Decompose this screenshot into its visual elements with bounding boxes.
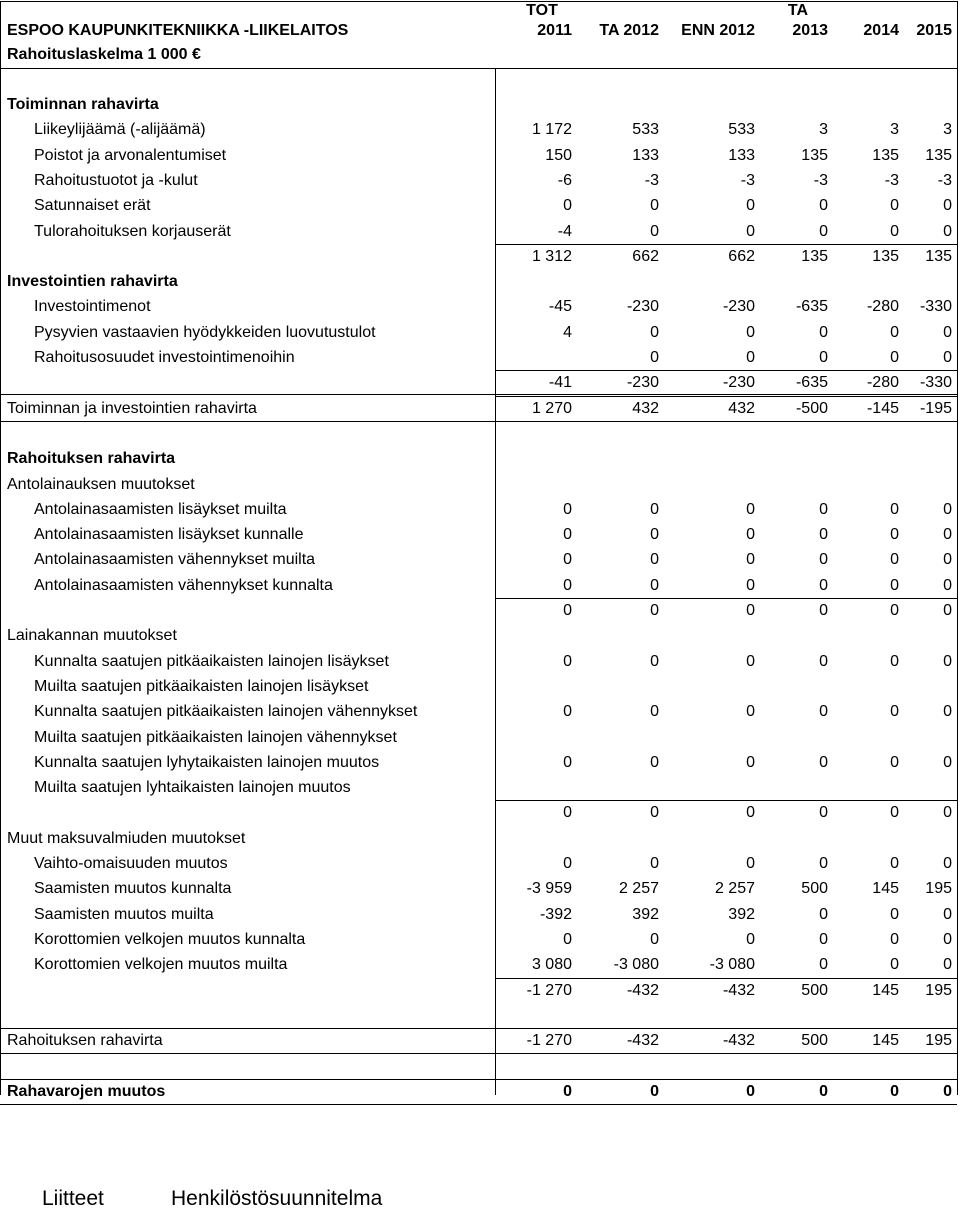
cell-value: -280: [866, 374, 899, 392]
cell-value: 0: [819, 855, 828, 872]
cell-value: -280: [866, 298, 899, 316]
table-row: [0, 143, 960, 168]
column-header: 2011: [537, 22, 572, 39]
row-label: Toiminnan ja investointien rahavirta: [7, 399, 257, 417]
row-label: Korottomien velkojen muutos muilta: [34, 956, 288, 974]
cell-value: 0: [746, 1082, 755, 1100]
rule: [0, 1, 1, 1095]
rule: [0, 1028, 957, 1029]
cell-value: 0: [563, 652, 572, 670]
table-row: [0, 294, 960, 319]
cell-value: 662: [728, 247, 755, 265]
cell-value: 3 080: [531, 956, 572, 974]
table-row: [0, 269, 960, 294]
cell-value: -3 080: [613, 956, 659, 974]
table-row: [0, 1003, 960, 1028]
row-label: Antolainasaamisten vähennykset kunnalta: [34, 576, 333, 594]
row-label: Korottomien velkojen muutos kunnalta: [34, 930, 306, 948]
cell-value: 0: [943, 930, 952, 948]
row-label: Poistot ja arvonalentumiset: [34, 146, 227, 164]
row-label: Lainakannan muutokset: [7, 627, 177, 645]
cell-value: 0: [890, 652, 899, 670]
cell-value: 0: [746, 703, 755, 721]
cell-value: -230: [722, 298, 755, 316]
cell-value: 0: [563, 576, 572, 594]
cell-value: 0: [819, 602, 828, 619]
cell-value: 0: [563, 930, 572, 948]
row-label: Investointimenot: [34, 298, 151, 316]
rule: [495, 68, 496, 1095]
rule: [957, 1, 958, 1095]
cell-value: 0: [746, 753, 755, 771]
cell-value: 135: [872, 146, 899, 164]
cell-value: 3: [943, 121, 952, 139]
cell-value: -4: [557, 222, 572, 240]
cell-value: 662: [632, 247, 659, 265]
cell-value: -330: [919, 374, 952, 392]
cell-value: 0: [890, 323, 899, 341]
column-header: 2014: [863, 22, 899, 39]
row-label: Muilta saatujen lyhtaikaisten lainojen muutos: [34, 779, 351, 797]
cell-value: -432: [722, 1032, 755, 1050]
cell-value: 0: [650, 703, 659, 721]
cell-value: -635: [795, 374, 828, 392]
row-label: Antolainasaamisten vähennykset muilta: [34, 551, 316, 569]
table-row: [0, 876, 960, 901]
cell-value: -1 270: [526, 1032, 572, 1050]
cell-value: 0: [819, 804, 828, 822]
cell-value: -6: [557, 171, 572, 189]
cell-value: 0: [890, 349, 899, 366]
cell-value: 1 270: [531, 399, 572, 417]
table-row: [0, 800, 960, 825]
table-row: [0, 1053, 960, 1078]
cell-value: 0: [943, 753, 952, 771]
cell-value: 533: [728, 121, 755, 139]
cell-value: 392: [632, 905, 659, 923]
cell-value: 0: [650, 222, 659, 240]
statement-subtitle: Rahoituslaskelma 1 000 €: [7, 46, 201, 63]
cell-value: -432: [626, 981, 659, 999]
row-label: Saamisten muutos muilta: [34, 905, 214, 923]
cell-value: 0: [943, 855, 952, 872]
row-label: Tulorahoituksen korjauserät: [34, 222, 231, 240]
rule: [495, 978, 957, 979]
table-row: [0, 952, 960, 977]
cell-value: 195: [925, 981, 952, 999]
cell-value: 0: [563, 703, 572, 721]
cell-value: 0: [819, 197, 828, 215]
cell-value: 0: [943, 551, 952, 569]
table-row: [0, 92, 960, 117]
table-row: [0, 117, 960, 142]
rule: [0, 394, 957, 395]
cell-value: -195: [919, 399, 952, 417]
column-header: ENN 2012: [681, 22, 755, 39]
cell-value: 0: [943, 1082, 952, 1100]
cell-value: 135: [801, 146, 828, 164]
rule: [0, 1, 958, 2]
cell-value: 0: [819, 753, 828, 771]
cell-value: 133: [728, 146, 755, 164]
cell-value: 145: [872, 981, 899, 999]
cell-value: -230: [722, 374, 755, 392]
cell-value: 0: [890, 804, 899, 822]
table-row: [0, 219, 960, 244]
table-row: [0, 902, 960, 927]
cell-value: 1 312: [531, 247, 572, 265]
cell-value: 0: [890, 500, 899, 518]
row-label: Rahoituksen rahavirta: [7, 450, 176, 468]
cell-value: 0: [943, 323, 952, 341]
row-label: Muilta saatujen pitkäaikaisten lainojen lisäykset: [34, 677, 369, 695]
column-header-line1: TA: [787, 2, 809, 19]
cell-value: 145: [872, 1032, 899, 1050]
table-row: [0, 497, 960, 522]
cell-value: 0: [746, 576, 755, 594]
cell-value: 0: [890, 576, 899, 594]
cell-value: -3 080: [709, 956, 755, 974]
cell-value: 0: [746, 602, 755, 619]
cell-value: 0: [650, 1082, 659, 1100]
table-row: [0, 851, 960, 876]
cell-value: -3: [937, 171, 952, 189]
table-row: [0, 396, 960, 421]
cell-value: -392: [539, 905, 572, 923]
table-row: [0, 978, 960, 1003]
table-row: [0, 674, 960, 699]
cell-value: 0: [943, 500, 952, 518]
cell-value: 0: [819, 956, 828, 974]
cell-value: 0: [819, 652, 828, 670]
table-row: [0, 927, 960, 952]
cell-value: 0: [890, 956, 899, 974]
column-header: 2013: [792, 22, 828, 39]
table-row: [0, 244, 960, 269]
cell-value: 145: [872, 880, 899, 898]
cell-value: 0: [890, 222, 899, 240]
table-row: [0, 699, 960, 724]
table-row: [0, 446, 960, 471]
row-label: Muilta saatujen pitkäaikaisten lainojen vähennykset: [34, 728, 397, 746]
rule: [0, 1104, 957, 1105]
cell-value: 500: [801, 981, 828, 999]
cell-value: -3: [740, 171, 755, 189]
cell-value: 0: [890, 1082, 899, 1100]
row-label: Rahavarojen muutos: [7, 1082, 166, 1100]
column-header: 2015: [916, 22, 952, 39]
rule: [495, 370, 957, 371]
rule: [0, 68, 958, 69]
cell-value: 3: [890, 121, 899, 139]
row-label: Antolainasaamisten lisäykset muilta: [34, 500, 287, 518]
table-row: [0, 750, 960, 775]
table-row: [0, 547, 960, 572]
cell-value: -432: [722, 981, 755, 999]
cell-value: 0: [943, 349, 952, 366]
sheet-tab-henkilostosuunnitelma[interactable]: Henkilöstösuunnitelma: [171, 1187, 383, 1210]
cell-value: 135: [872, 247, 899, 265]
cell-value: 0: [746, 222, 755, 240]
cell-value: 0: [943, 652, 952, 670]
cell-value: 0: [819, 703, 828, 721]
table-row: [0, 649, 960, 674]
cell-value: -41: [548, 374, 572, 392]
cell-value: 0: [890, 703, 899, 721]
cell-value: 0: [650, 753, 659, 771]
cell-value: 0: [650, 500, 659, 518]
cell-value: 533: [632, 121, 659, 139]
cell-value: -45: [548, 298, 572, 316]
cell-value: 195: [925, 880, 952, 898]
cell-value: 133: [632, 146, 659, 164]
cell-value: -230: [626, 298, 659, 316]
cell-value: 0: [563, 855, 572, 872]
cell-value: 0: [890, 930, 899, 948]
row-label: Investointien rahavirta: [7, 273, 178, 291]
table-row: [0, 775, 960, 800]
cell-value: 0: [563, 1082, 572, 1100]
cell-value: 0: [650, 602, 659, 619]
row-label: Rahoituksen rahavirta: [7, 1032, 163, 1050]
table-row: [0, 598, 960, 623]
cell-value: 0: [890, 551, 899, 569]
cell-value: 0: [819, 349, 828, 366]
cell-value: 392: [728, 905, 755, 923]
cell-value: 0: [943, 602, 952, 619]
table-row: [0, 522, 960, 547]
cell-value: 0: [650, 652, 659, 670]
table-row: [0, 320, 960, 345]
cell-value: 3: [819, 121, 828, 139]
table-row: [0, 472, 960, 497]
cell-value: 0: [650, 551, 659, 569]
row-label: Kunnalta saatujen pitkäaikaisten lainojen lisäykset: [34, 652, 389, 670]
rule: [495, 800, 957, 801]
table-row: [0, 193, 960, 218]
cell-value: 0: [819, 576, 828, 594]
cell-value: 0: [563, 197, 572, 215]
cell-value: -3 959: [526, 880, 572, 898]
cell-value: 0: [746, 930, 755, 948]
cell-value: 0: [650, 930, 659, 948]
table-row: [0, 573, 960, 598]
table-row: [0, 1028, 960, 1053]
cell-value: 0: [890, 905, 899, 923]
table-row: [0, 370, 960, 395]
cell-value: 0: [650, 349, 659, 366]
cell-value: 0: [943, 804, 952, 822]
cell-value: 0: [890, 602, 899, 619]
cell-value: 0: [943, 526, 952, 544]
cell-value: 0: [746, 551, 755, 569]
cell-value: 0: [746, 855, 755, 872]
rule: [495, 598, 957, 599]
cell-value: 0: [650, 323, 659, 341]
cell-value: 0: [819, 905, 828, 923]
cell-value: 2 257: [618, 880, 659, 898]
cell-value: 0: [890, 526, 899, 544]
cell-value: 432: [728, 399, 755, 417]
cell-value: 500: [801, 1032, 828, 1050]
cell-value: 0: [650, 526, 659, 544]
row-label: Rahoitustuotot ja -kulut: [34, 171, 198, 189]
cell-value: 0: [563, 753, 572, 771]
rule: [495, 396, 957, 397]
cell-value: 0: [746, 652, 755, 670]
cell-value: -1 270: [526, 981, 572, 999]
table-row: [0, 1079, 960, 1104]
row-label: Kunnalta saatujen lyhytaikaisten lainojen muutos: [34, 753, 380, 771]
rule: [495, 244, 957, 245]
cell-value: 150: [545, 146, 572, 164]
cell-value: -230: [626, 374, 659, 392]
row-label: Rahoitusosuudet investointimenoihin: [34, 349, 295, 366]
cell-value: 0: [650, 855, 659, 872]
cell-value: 0: [943, 576, 952, 594]
cell-value: 1 172: [531, 121, 572, 139]
cell-value: -3: [884, 171, 899, 189]
cell-value: -3: [813, 171, 828, 189]
cell-value: -635: [795, 298, 828, 316]
cell-value: 0: [563, 500, 572, 518]
cell-value: 0: [563, 551, 572, 569]
cell-value: 0: [746, 349, 755, 366]
cell-value: 0: [943, 905, 952, 923]
cell-value: -3: [644, 171, 659, 189]
row-label: Kunnalta saatujen pitkäaikaisten lainojen vähennykset: [34, 703, 418, 721]
table-row: [0, 421, 960, 446]
cell-value: 0: [943, 222, 952, 240]
cell-value: 0: [819, 526, 828, 544]
cell-value: 135: [925, 247, 952, 265]
org-title: ESPOO KAUPUNKITEKNIIKKA -LIIKELAITOS: [7, 22, 349, 39]
cell-value: 0: [819, 1082, 828, 1100]
cell-value: -500: [795, 399, 828, 417]
row-label: Liikeylijäämä (-alijäämä): [34, 121, 206, 139]
cell-value: 0: [943, 956, 952, 974]
cell-value: 0: [819, 323, 828, 341]
cell-value: -432: [626, 1032, 659, 1050]
rule: [0, 421, 957, 422]
table-row: [0, 345, 960, 370]
row-label: Vaihto-omaisuuden muutos: [34, 855, 228, 872]
cell-value: 0: [563, 602, 572, 619]
cell-value: 0: [890, 753, 899, 771]
table-row: [0, 725, 960, 750]
cell-value: 4: [563, 323, 572, 341]
cell-value: 0: [746, 526, 755, 544]
cell-value: 0: [563, 804, 572, 822]
cell-value: 2 257: [714, 880, 755, 898]
row-label: Pysyvien vastaavien hyödykkeiden luovutustulot: [34, 323, 376, 341]
cell-value: -330: [919, 298, 952, 316]
cell-value: 0: [890, 197, 899, 215]
cell-value: 0: [890, 855, 899, 872]
cell-value: 0: [943, 703, 952, 721]
column-header: TA 2012: [599, 22, 659, 39]
cell-value: 0: [650, 804, 659, 822]
cell-value: 0: [819, 500, 828, 518]
cell-value: 0: [819, 551, 828, 569]
cell-value: 135: [925, 146, 952, 164]
table-row: [0, 623, 960, 648]
cell-value: 0: [650, 576, 659, 594]
sheet-tab-liitteet[interactable]: Liitteet: [42, 1187, 104, 1210]
cell-value: 0: [650, 197, 659, 215]
rule: [0, 1079, 957, 1080]
cell-value: 0: [746, 500, 755, 518]
cell-value: 0: [746, 197, 755, 215]
column-header-line1: TOT: [526, 2, 558, 19]
row-label: Satunnaiset erät: [34, 197, 151, 215]
table-row: [0, 168, 960, 193]
cell-value: 432: [632, 399, 659, 417]
cell-value: 0: [563, 526, 572, 544]
cell-value: 0: [819, 222, 828, 240]
table-row: [0, 826, 960, 851]
row-label: Antolainasaamisten lisäykset kunnalle: [34, 526, 304, 544]
row-label: Toiminnan rahavirta: [7, 96, 159, 113]
rule: [0, 1053, 957, 1054]
cell-value: 195: [925, 1032, 952, 1050]
cell-value: 0: [746, 323, 755, 341]
cell-value: -145: [866, 399, 899, 417]
cell-value: 135: [801, 247, 828, 265]
row-label: Saamisten muutos kunnalta: [34, 880, 232, 898]
cell-value: 0: [943, 197, 952, 215]
row-label: Antolainauksen muutokset: [7, 475, 195, 493]
cell-value: 500: [801, 880, 828, 898]
cell-value: 0: [819, 930, 828, 948]
cell-value: 0: [746, 804, 755, 822]
row-label: Muut maksuvalmiuden muutokset: [7, 829, 246, 847]
